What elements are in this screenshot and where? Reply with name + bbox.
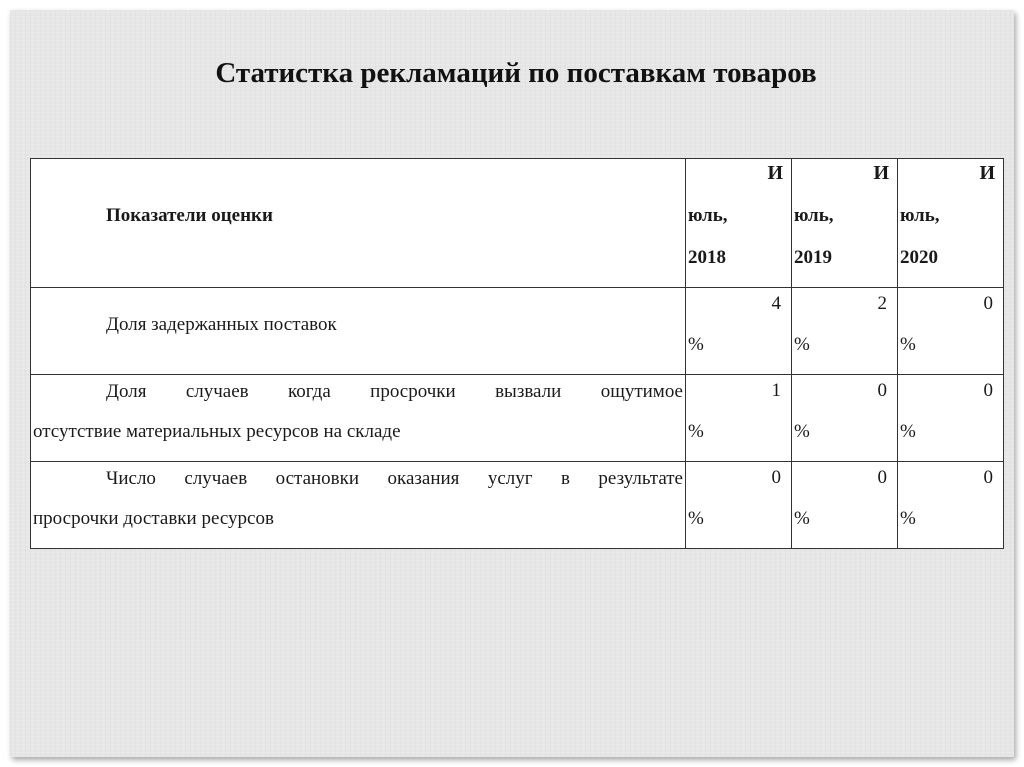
slide-background bbox=[10, 10, 1014, 757]
value-number: 1 bbox=[771, 380, 781, 401]
value-cell bbox=[898, 375, 1004, 462]
value-unit: % bbox=[688, 334, 704, 355]
header-indicator-label: Показатели оценки bbox=[106, 205, 273, 226]
value-unit: % bbox=[794, 421, 810, 442]
header-year-letter: И bbox=[979, 162, 995, 184]
header-year-month: юль, bbox=[900, 205, 940, 226]
value-number: 0 bbox=[877, 380, 887, 401]
header-year-value: 2018 bbox=[688, 247, 726, 268]
indicator-cell bbox=[31, 462, 686, 549]
header-indicator-cell bbox=[31, 159, 686, 288]
header-year-cell bbox=[898, 159, 1004, 288]
value-unit: % bbox=[688, 508, 704, 529]
table-row bbox=[31, 462, 1004, 549]
indicator-text-line-2: просрочки доставки ресурсов bbox=[33, 508, 274, 529]
value-cell bbox=[792, 375, 898, 462]
value-cell bbox=[686, 462, 792, 549]
value-unit: % bbox=[900, 421, 916, 442]
indicator-cell bbox=[31, 288, 686, 375]
indicator-cell bbox=[31, 375, 686, 462]
header-year-cell bbox=[792, 159, 898, 288]
statistics-table bbox=[30, 158, 1004, 549]
value-number: 4 bbox=[771, 293, 781, 314]
value-unit: % bbox=[900, 508, 916, 529]
value-cell bbox=[792, 288, 898, 375]
header-year-letter: И bbox=[767, 162, 783, 184]
value-cell bbox=[898, 462, 1004, 549]
table-row bbox=[31, 375, 1004, 462]
value-number: 0 bbox=[771, 467, 781, 488]
indicator-text: Доля задержанных поставок bbox=[106, 314, 337, 335]
value-number: 0 bbox=[983, 293, 993, 314]
value-unit: % bbox=[900, 334, 916, 355]
table-row bbox=[31, 288, 1004, 375]
table-container bbox=[30, 158, 1003, 548]
value-cell bbox=[898, 288, 1004, 375]
table-header-row bbox=[31, 159, 1004, 288]
value-unit: % bbox=[794, 334, 810, 355]
header-year-value: 2019 bbox=[794, 247, 832, 268]
header-year-month: юль, bbox=[688, 205, 728, 226]
indicator-text-line-1: Число случаев остановки оказания услуг в результате bbox=[106, 468, 683, 489]
value-unit: % bbox=[688, 421, 704, 442]
indicator-text-line-2: отсутствие материальных ресурсов на складе bbox=[33, 421, 401, 442]
value-cell bbox=[686, 375, 792, 462]
header-year-letter: И bbox=[873, 162, 889, 184]
indicator-text-line-1: Доля случаев когда просрочки вызвали ощутимое bbox=[106, 381, 683, 402]
slide-title: Статистка рекламаций по поставкам товаров bbox=[215, 57, 817, 89]
header-year-month: юль, bbox=[794, 205, 834, 226]
value-unit: % bbox=[794, 508, 810, 529]
value-number: 0 bbox=[983, 380, 993, 401]
header-year-cell bbox=[686, 159, 792, 288]
value-cell bbox=[792, 462, 898, 549]
value-cell bbox=[686, 288, 792, 375]
header-year-value: 2020 bbox=[900, 247, 938, 268]
value-number: 2 bbox=[877, 293, 887, 314]
value-number: 0 bbox=[877, 467, 887, 488]
value-number: 0 bbox=[983, 467, 993, 488]
